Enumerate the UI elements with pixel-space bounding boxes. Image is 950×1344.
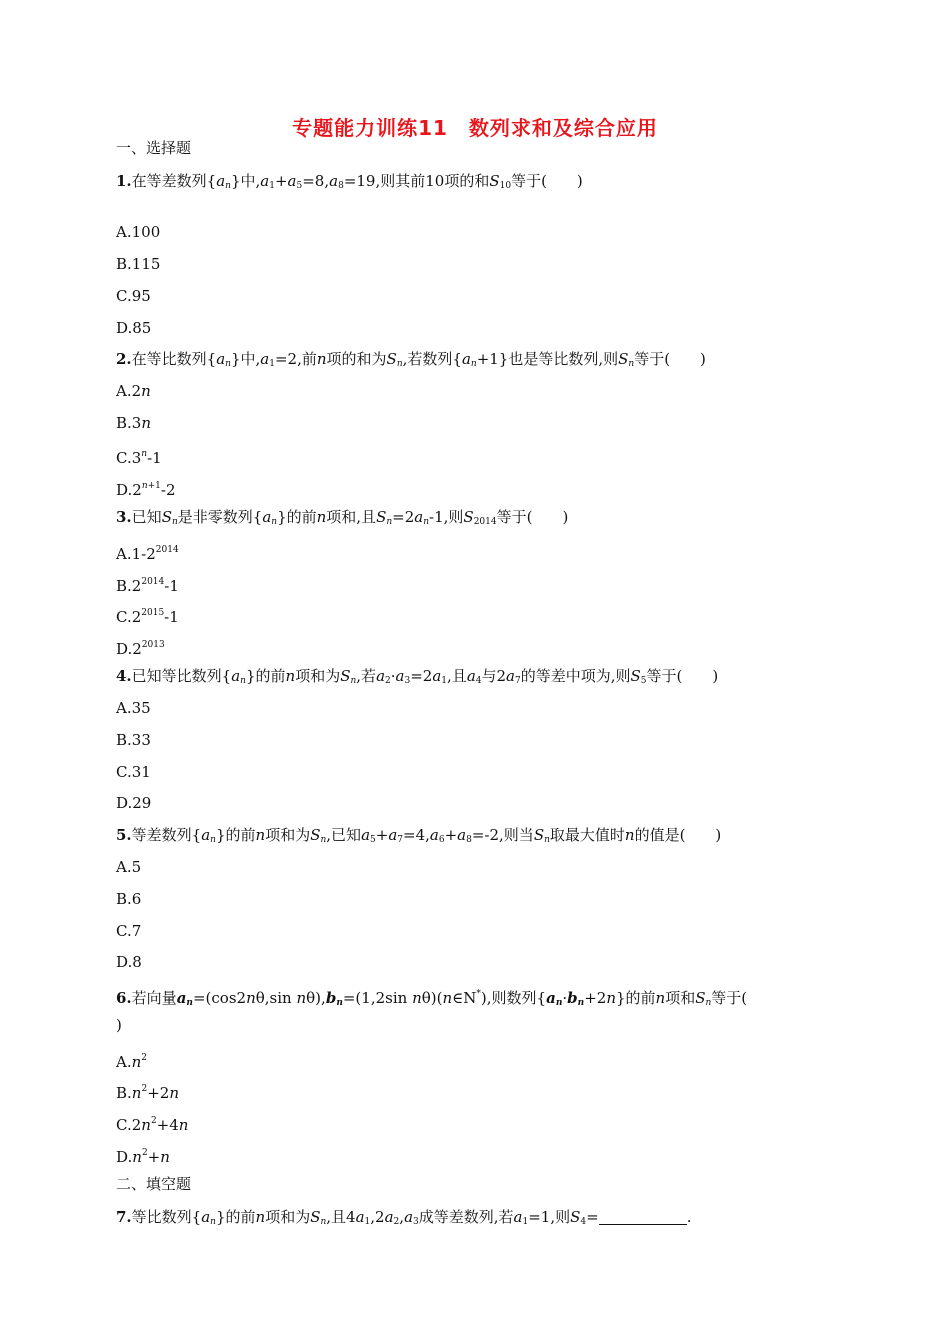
question-5: 5.等差数列$\{a_n\}$的前n项和为$S_n$,已知$a_5+a_7=4,a_6+a_8=-2$,则当$S_n$取最大值时n的值是( )	[116, 826, 722, 845]
option-1a: A.100	[116, 223, 161, 241]
option-6b: $B.n^2+2n$	[116, 1084, 179, 1102]
option-1b: B.115	[116, 255, 161, 273]
question-1: 1.在等差数列$\{a_n\}$中$,a_1+a_5=8,a_8=19$,则其前10项的和$S_{10}$等于( )	[116, 172, 583, 191]
option-2d: $D.2^{n+1}-2$	[116, 481, 176, 499]
option-5b: B.6	[116, 890, 142, 908]
option-4d: D.29	[116, 794, 152, 812]
option-3a: $A.1-2^{2014}$	[116, 545, 179, 563]
option-6c: $C.2n^2+4n$	[116, 1116, 189, 1134]
question-6: 6.若向量$a_n=(\cos 2n\theta,\sin$ $n\theta),b_n=(1,2\sin$ nθ)(n∈N*),则数列$\{a_n\cdot b_n+2n\}$的前n项和$S_n$等于(	[116, 989, 748, 1008]
option-5a: A.5	[116, 858, 142, 876]
question-6-continued: )	[116, 1016, 122, 1034]
option-2a: A.2n	[116, 382, 151, 400]
answer-blank[interactable]	[599, 1209, 687, 1225]
question-2: 2.在等比数列$\{a_n\}$中$,a_1=2$,前n项的和为$S_n$,若数列$\{a_n+1\}$也是等比数列,则$S_n$等于( )	[116, 350, 706, 369]
page-title: 专题能力训练11 数列求和及综合应用	[292, 116, 658, 140]
option-6d: $D.n^2+n$	[116, 1148, 170, 1166]
option-4b: B.33	[116, 731, 151, 749]
option-3b: $B.2^{2014}-1$	[116, 577, 179, 595]
section-heading-choice: 一、选择题	[116, 139, 192, 157]
option-2b: B.3n	[116, 414, 152, 432]
option-1c: C.95	[116, 287, 151, 305]
option-2c: C.3$^n$-1	[116, 449, 162, 467]
option-6a: $A.n^2$	[116, 1053, 148, 1071]
question-7: 7.等比数列$\{a_n\}$的前n项和为$S_n$,且$4a_1,2a_2,a_3$成等差数列,若$a_1=1$,则$S_4=$ .	[116, 1208, 692, 1227]
section-heading-fill: 二、填空题	[116, 1175, 192, 1193]
option-3c: $C.2^{2015}-1$	[116, 608, 179, 626]
question-3: 3.已知$S_n$是非零数列$\{a_n\}$的前n项和,且$S_n=2a_n-1$,则$S_{2014}$等于( )	[116, 508, 569, 527]
question-4: 4.已知等比数列$\{a_n\}$的前n项和为$S_n$,若$a_2\cdot a_3=2a_1$,且$a_4$与$2a_7$的等差中项为,则$S_5$等于( )	[116, 667, 719, 686]
option-5d: D.8	[116, 953, 142, 971]
option-3d: $D.2^{2013}$	[116, 640, 165, 658]
option-1d: D.85	[116, 319, 152, 337]
option-5c: C.7	[116, 922, 142, 940]
option-4a: A.35	[116, 699, 151, 717]
option-4c: C.31	[116, 763, 151, 781]
